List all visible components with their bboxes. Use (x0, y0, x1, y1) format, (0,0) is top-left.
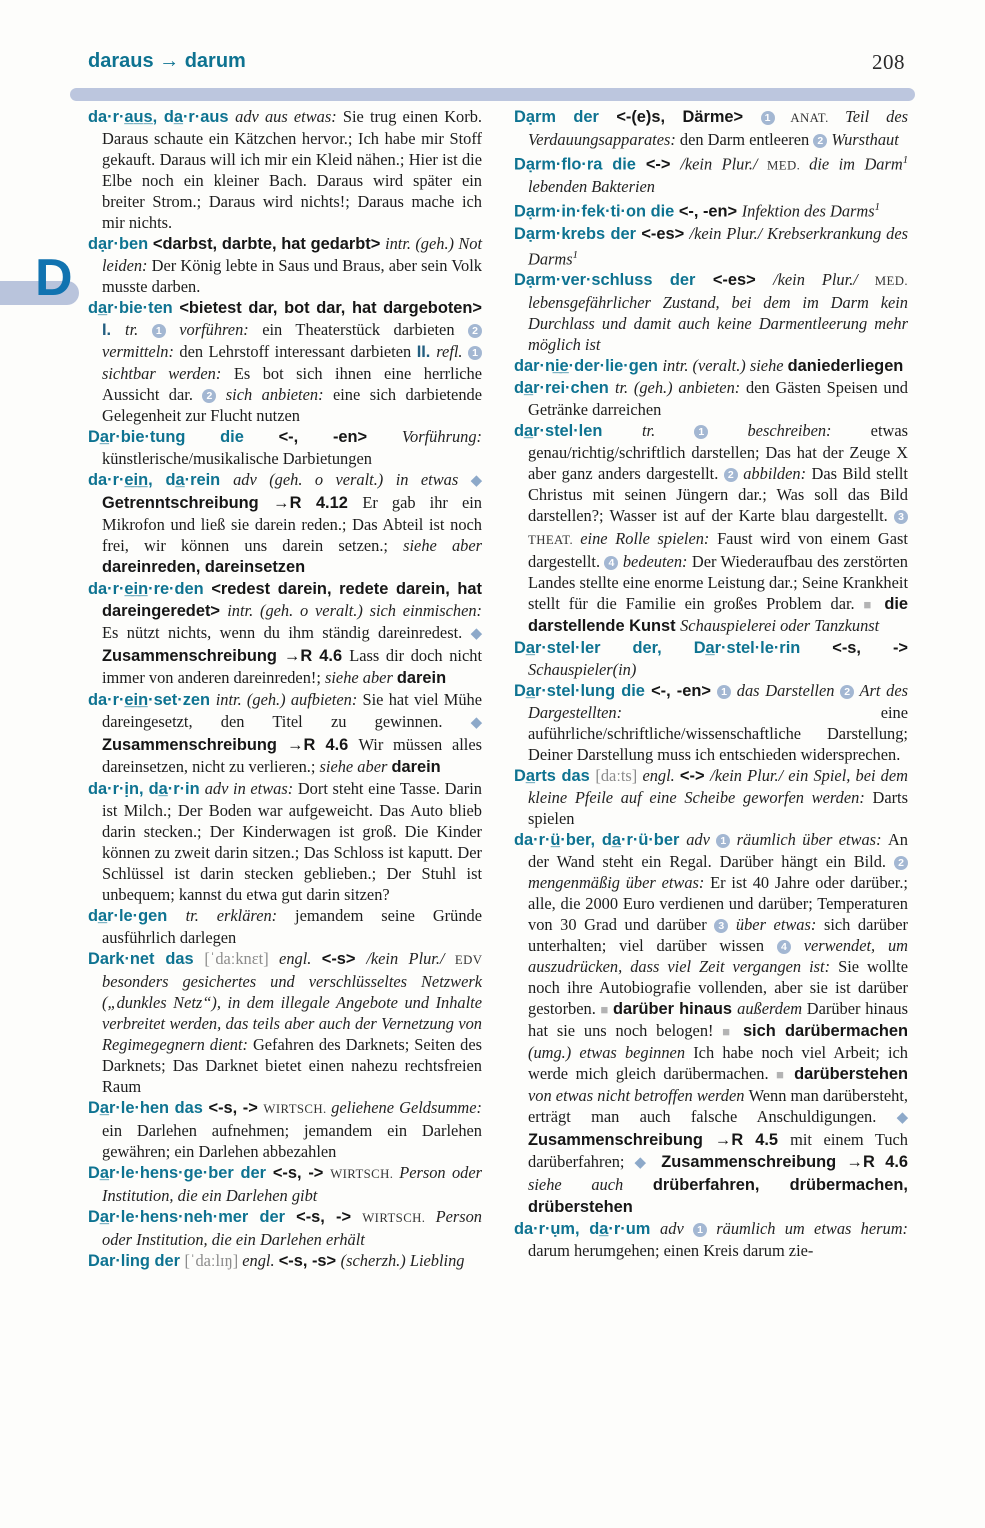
headword: Dạrm·ver·schluss der (514, 271, 713, 290)
example-text: Er ist 40 Jahre oder darüber.; alle, die 2000 Euro verdienen und darüber; Temperaturen von 30 Grad und darüber (528, 873, 908, 935)
italic-text: sichtbar werden: (102, 364, 234, 383)
sense-number-badge: 1 (152, 324, 166, 338)
phonetic: [ˈdaːlɪŋ] (184, 1251, 243, 1270)
italic-text: Art des Dargestellten: (528, 681, 908, 723)
dictionary-entry (88, 426, 482, 469)
dictionary-entry (88, 106, 482, 233)
sense-number-badge: 1 (694, 425, 708, 439)
bold-text: <-s, -s> (278, 1252, 341, 1270)
example-text: Faust wird von einem Gast dargestellt. (528, 529, 908, 572)
sense-number-badge: 4 (604, 556, 618, 570)
subject-label: MED. (874, 274, 908, 289)
headword: Dar·ling der (88, 1252, 185, 1270)
subject-label: THEAT. (528, 533, 581, 548)
italic-text: refl. (436, 342, 468, 361)
example-text: eine auführliche/schriftliche/wissenschaftliche Darstellung; Deiner Darstellung muss ich entschieden widersprechen. (528, 703, 908, 765)
italic-text: lebenden Bakterien (528, 177, 655, 197)
subject-label: EDV (454, 953, 482, 967)
example-text: Ich habe noch viel Arbeit; ich werde mich gleich darübermachen. (528, 1043, 909, 1084)
italic-text: räumlich um etwas herum: (707, 1219, 909, 1239)
example-text: Der Wiederaufbau des zerstörten Landes stellte eine enorme Leistung dar.; Seine Krankheit stellt für die Familie ein großes Problem dar. (528, 552, 908, 614)
italic-text: Schauspieler(in) (528, 660, 637, 680)
headword: da̲r·rei·chen (514, 379, 615, 398)
italic-text: Person oder Institution, die ein Darlehen erhält (102, 1207, 482, 1249)
roman-numeral: I. (102, 321, 126, 339)
sense-number-badge: 3 (714, 919, 728, 933)
bold-text: <darbst, darbte, hat gedarbt> (152, 235, 386, 253)
italic-text: intr. (geh.) aufbieten: (215, 690, 363, 709)
italic-text: adv aus etwas: (235, 107, 343, 126)
bold-text: sich darübermachen (742, 1022, 908, 1041)
headword: da·r·ịn, da̲·r·in (88, 780, 205, 798)
italic-text: abbilden: (737, 464, 812, 484)
dictionary-entry (514, 223, 908, 269)
bold-text: daniederliegen (787, 357, 904, 376)
dictionary-entry (514, 420, 908, 637)
diamond-icon: ◆ (896, 1110, 908, 1127)
roman-numeral: II. (416, 343, 437, 361)
italic-text: tr. (geh.) anbieten: (614, 378, 746, 398)
italic-text: engl. (279, 949, 322, 968)
example-text: jemandem seine Gründe ausführlich darlegen (102, 906, 482, 947)
italic-text: /kein Plur./ ein Spiel, bei dem kleine Pfeile auf eine Scheibe geworfen werden: (528, 766, 908, 808)
headword: da·r·e̲i̲n̲, da̲·rein (88, 471, 234, 489)
italic-text: engl. (642, 766, 680, 786)
bold-text: Zusammenschreibung →R 4.6 (102, 736, 359, 754)
running-head: daraus → darum (88, 50, 246, 72)
headword: Da̲r·bie·tung die (88, 428, 279, 446)
example-text: Es nützt nichts, wenn du ihm ständig dareinredest. (102, 623, 471, 642)
bold-text: darüberstehen (794, 1065, 908, 1084)
headword: Da̲r·le·hens·ge·ber der (88, 1164, 273, 1182)
italic-text: /kein Plur./ (773, 270, 875, 290)
example-text: Wir müssen alles dareinsetzen, nicht zu verlieren.; (102, 735, 483, 776)
sense-number-badge: 1 (716, 834, 730, 848)
headword: Dạrm·flo·ra die (514, 155, 646, 174)
italic-text: die im Darm (809, 154, 903, 174)
headword: Dạrm·in·fek·ti·on die (514, 202, 679, 221)
diamond-icon: ◆ (470, 715, 482, 731)
phonetic: [daːts] (595, 766, 643, 786)
bold-text: <-s, -> (832, 639, 908, 658)
page-number: 208 (872, 50, 905, 74)
square-bullet-icon: ■ (863, 597, 885, 613)
italic-text: /kein Plur./ Krebserkrankung des Darms (528, 223, 909, 269)
headword: da̲r·stel·len (514, 422, 642, 441)
example-text: etwas genau/richtig/schriftlich darstellen; Das hat der Zeuge X aber ganz anders dargestellt. (528, 421, 908, 484)
italic-text: über etwas: (728, 915, 824, 935)
example-text: den Darm entleeren (679, 130, 814, 149)
dictionary-entry (514, 197, 908, 222)
bold-text: darein (391, 758, 441, 776)
dictionary-entry (514, 1218, 908, 1261)
superscript: 1 (874, 202, 880, 214)
bold-text: darein (396, 669, 447, 687)
dictionary-entry (88, 1206, 482, 1250)
dictionary-entry (88, 297, 482, 426)
subject-label: WIRTSCH. (263, 1102, 332, 1116)
dictionary-entry (88, 689, 482, 778)
bold-text: dareinreden, dareinsetzen (102, 558, 306, 576)
example-text: künstlerische/musikalische Darbietungen (102, 449, 372, 468)
diamond-icon: ◆ (470, 626, 482, 642)
dictionary-entry (514, 150, 908, 197)
superscript: 1 (572, 249, 578, 261)
example-text: Gefahren des Darknets; Seiten des Darknets; Das Darknet bietet einen nahezu rechtsfreien Raum (102, 1035, 482, 1096)
sense-number-badge: 1 (717, 685, 731, 699)
italic-text: von etwas nicht betroffen werden (528, 1086, 749, 1106)
italic-text: sich anbieten: (216, 385, 333, 404)
sense-number-badge: 2 (724, 468, 738, 482)
bold-text: drüberfahren, drübermachen, drüberstehen (528, 1176, 908, 1217)
italic-text: (umg.) etwas beginnen (528, 1043, 694, 1063)
italic-text: intr. (geh. o veralt.) sich einmischen: (227, 601, 482, 620)
headword: dar·ni̲e̲·der·lie·gen (514, 357, 663, 376)
italic-text: engl. (242, 1251, 279, 1270)
dictionary-entry (514, 680, 908, 765)
italic-text: räumlich über etwas: (730, 830, 888, 850)
subject-label: MED. (767, 158, 810, 173)
bold-text: <-, -en> (651, 682, 718, 701)
dictionary-entry (88, 1162, 482, 1206)
bold-text: <bietest dar, bot dar, hat dargeboten> (179, 299, 482, 317)
italic-text: intr. (geh.) Not leiden: (102, 234, 482, 275)
italic-text: siehe aber (319, 757, 392, 776)
headword: Da̲r·le·hen das (88, 1099, 209, 1117)
column-right (514, 106, 908, 1261)
sense-number-badge: 2 (468, 324, 482, 338)
italic-text: siehe auch (528, 1175, 653, 1195)
superscript: 1 (902, 155, 909, 166)
bold-text: <-s, -> (272, 1164, 331, 1182)
italic-text: besonders gesichertes und verschlüsseltes Netzwerk („dunkles Netz“), in dem illegale Angebote und Inhalte verbreitet werden, das teils aber auch der Vernetzung von Regimegegnern dient: (102, 972, 482, 1054)
italic-text: geliehene Geldsumme: (331, 1098, 482, 1117)
example-text: Sie wollte noch ihre Autobiografie vollenden, aber sie ist darüber gestorben. (528, 957, 908, 1019)
bold-text: Getrenntschreibung →R 4.12 (102, 494, 363, 512)
italic-text: eine Rolle spielen: (580, 529, 718, 549)
example-text: ein Darlehen aufnehmen; jemandem ein Darlehen gewähren; ein Darlehen abbezahlen (102, 1121, 482, 1161)
italic-text: Person oder Institution, die ein Darlehen gibt (102, 1163, 483, 1205)
headword: da·r·e̲i̲n̲·set·zen (88, 691, 216, 709)
headword: da·r·ụm, da̲·r·um (514, 1220, 661, 1239)
bold-text: <-s, -> (208, 1099, 264, 1117)
subject-label: WIRTSCH. (330, 1167, 400, 1181)
italic-text: adv (660, 1219, 693, 1239)
bold-text: darüber hinaus (612, 1000, 738, 1019)
bold-text: <-s, -> (296, 1208, 363, 1226)
phonetic: [ˈdaːknɛt] (204, 949, 280, 968)
headword: da·r·e̲i̲n̲·re·den (88, 580, 212, 598)
example-text: darum herumgehen; einen Kreis darum zie- (528, 1241, 814, 1261)
headword: Da̲rts das (514, 767, 596, 786)
header-rule-bar (70, 88, 915, 101)
italic-text: siehe aber (325, 668, 397, 687)
bold-text: <-, -en> (678, 202, 742, 221)
bold-text: <redest darein, redete darein, hat dareingeredet> (102, 580, 483, 620)
example-text: An der Wand steht ein Regal. Darüber hängt ein Bild. (528, 830, 908, 872)
bold-text: <-> (679, 767, 711, 786)
subject-label: WIRTSCH. (362, 1211, 436, 1225)
square-bullet-icon: ■ (776, 1067, 795, 1083)
example-text: Es bot sich ihnen eine herrliche Aussicht dar. (102, 364, 482, 404)
italic-text: siehe aber (403, 536, 482, 555)
italic-text: beschreiben: (708, 421, 871, 441)
sense-number-badge: 4 (777, 940, 791, 954)
italic-text: (scherzh.) Liebling (340, 1251, 465, 1270)
dictionary-entry (514, 269, 908, 355)
headword: Da̲r·le·hens·neh·mer der (88, 1208, 297, 1226)
headword: da·r·ü̲·ber, da̲·r·ü·ber (514, 831, 687, 850)
subject-label: ANAT. (774, 111, 846, 125)
headword: Da̲r·stel·lung die (514, 682, 652, 701)
dictionary-entry (88, 233, 482, 297)
italic-text: Infektion des Darms (741, 201, 875, 221)
headword: da̲r·le·gen (88, 907, 186, 925)
headword: Dạrm·krebs der (514, 224, 642, 243)
italic-text: bedeuten: (618, 552, 692, 572)
dictionary-entry (88, 578, 482, 689)
bold-text: <-s> (321, 950, 367, 968)
dictionary-entry (514, 765, 908, 829)
example-text: eine sich darbietende Gelegenheit zur Flucht nutzen (102, 385, 482, 425)
italic-text: Wursthaut (827, 130, 899, 149)
italic-text: mengenmäßig über etwas: (528, 873, 711, 893)
square-bullet-icon: ■ (722, 1024, 743, 1040)
italic-text: lebensgefährlicher Zustand, bei dem im Darm kein Durchlass und damit auch keine Darmentleerung mehr möglich ist (528, 293, 908, 355)
bold-text: die darstellende Kunst (528, 595, 909, 636)
example-text: den Gästen Speisen und Getränke darreichen (528, 378, 908, 420)
sense-number-badge: 1 (693, 1223, 707, 1237)
example-text: ein Theaterstück darbieten (262, 320, 469, 339)
example-text: mit einem Tuch darüberfahren; (528, 1130, 909, 1172)
headword: da̲r·bie·ten (88, 299, 180, 317)
headword: Dạrm der (514, 108, 617, 126)
dictionary-entry (514, 377, 908, 420)
italic-text: Teil des Verdauungsapparates: (528, 107, 908, 149)
example-text: Wenn man darübersteht, erträgt man auch falsche Anschuldigungen. (528, 1086, 909, 1127)
italic-text: Vorführung: (401, 427, 482, 446)
italic-text: Schauspielerei oder Tanzkunst (680, 616, 880, 636)
example-text: den Lehrstoff interessant darbieten (179, 342, 417, 361)
italic-text: intr. (veralt.) siehe (662, 356, 788, 376)
bold-text: Zusammenschreibung →R 4.6 (661, 1153, 909, 1172)
italic-text: tr. (125, 320, 152, 339)
column-left (88, 106, 482, 1272)
example-text: Der König lebte in Saus und Braus, aber sein Volk musste darben. (102, 256, 482, 296)
bold-text: <-> (645, 155, 681, 174)
italic-text: /kein Plur./ (680, 154, 768, 174)
italic-text: verwendet, um auszudrücken, dass viel Zeit vergangen ist: (528, 936, 909, 977)
bold-text: <-es> (641, 224, 690, 243)
example-text: Sie hat viel Mühe dareingesetzt, den Titel zu gewinnen. (102, 690, 482, 731)
dictionary-entry (88, 469, 482, 578)
italic-text: tr. (641, 421, 695, 441)
headword: da·r·a̲u̲s̲, da̲·r·aus (88, 108, 236, 126)
headword: Dark·net das (88, 950, 205, 968)
dictionary-entry (514, 355, 908, 377)
dictionary-entry (514, 637, 908, 680)
italic-text: adv (geh. o veralt.) in etwas (233, 470, 471, 489)
example-text: Sie trug einen Korb. Daraus schaute ein Kätzchen hervor.; Ich habe mir Stoff gekauft. Daraus will ich mir ein Kleid nähen.; Hier ist die Elbe noch ein kleiner Bach. Daraus wird später ein breiter Strom.; Daraus wird nichts!; Daraus mache ich mir nichts. (102, 107, 482, 232)
italic-text: das Darstellen (731, 681, 841, 701)
sense-number-badge: 1 (761, 111, 775, 125)
dictionary-entry (88, 1250, 482, 1272)
headword: Da̲r·stel·ler der, Da̲r·stel·le·rin (514, 639, 833, 658)
bold-text: <-es> (712, 271, 774, 290)
sense-number-badge: 2 (202, 389, 216, 403)
diamond-icon: ◆ (470, 473, 482, 489)
sense-number-badge: 3 (894, 510, 908, 524)
bold-text: Zusammenschreibung →R 4.5 (528, 1131, 791, 1150)
example-text: Er gab ihr ein Mikrofon und ließ sie darein reden.; Das Abteil ist noch frei, wir können uns darein setzen.; (102, 493, 482, 555)
dictionary-entry (514, 106, 908, 150)
dictionary-entry (88, 948, 482, 1097)
sense-number-badge: 1 (468, 346, 482, 360)
square-bullet-icon: ■ (600, 1002, 613, 1018)
italic-text: adv (686, 830, 717, 850)
italic-text: vermitteln: (102, 342, 180, 361)
dictionary-entry (88, 1097, 482, 1162)
bold-text: <-(e)s, Därme> (616, 108, 761, 126)
bold-text: <-, -en> (278, 428, 402, 446)
example-text: Das Bild stellt Christus mit seinen Jüngern dar.; Was soll das Bild darstellen?; Wasser ist auf der Karte blau dargestellt. (528, 464, 908, 526)
dictionary-entry (514, 829, 908, 1218)
italic-text: /kein Plur./ (366, 949, 455, 968)
dictionary-entry (88, 905, 482, 948)
example-text: sich darüber unterhalten; viel darüber wissen (528, 915, 908, 956)
example-text: Lass dir doch nicht immer von anderen dareinreden!; (102, 646, 482, 687)
bold-text: Zusammenschreibung →R 4.6 (102, 647, 350, 665)
headword: dạr·ben (88, 235, 153, 253)
example-text: Darüber hinaus hat sie uns noch belogen! (528, 999, 908, 1041)
italic-text: tr. erklären: (185, 906, 296, 925)
example-text: Darts spielen (528, 788, 908, 829)
sense-number-badge: 2 (894, 856, 908, 870)
italic-text: adv in etwas: (204, 779, 298, 798)
thumb-tab-letter: D (35, 249, 73, 307)
italic-text: außerdem (737, 999, 807, 1019)
italic-text: vorführen: (165, 320, 263, 339)
diamond-icon: ◆ (634, 1155, 662, 1172)
sense-number-badge: 2 (813, 134, 827, 148)
dictionary-entry (88, 778, 482, 905)
example-text: Dort steht eine Tasse. Darin ist Milch.; Der Boden war aufgeweicht. Das Auto blieb darin stecken.; Der Kinderwagen ist groß. Die Kinder können zu zweit darin sitzen.; Das Schloss ist kaputt. Der Schlüssel ist darin stecken geblieben.; Der Stuhl ist unbequem; kannst du etwa gut darin sitzen? (102, 779, 482, 904)
sense-number-badge: 2 (840, 685, 854, 699)
